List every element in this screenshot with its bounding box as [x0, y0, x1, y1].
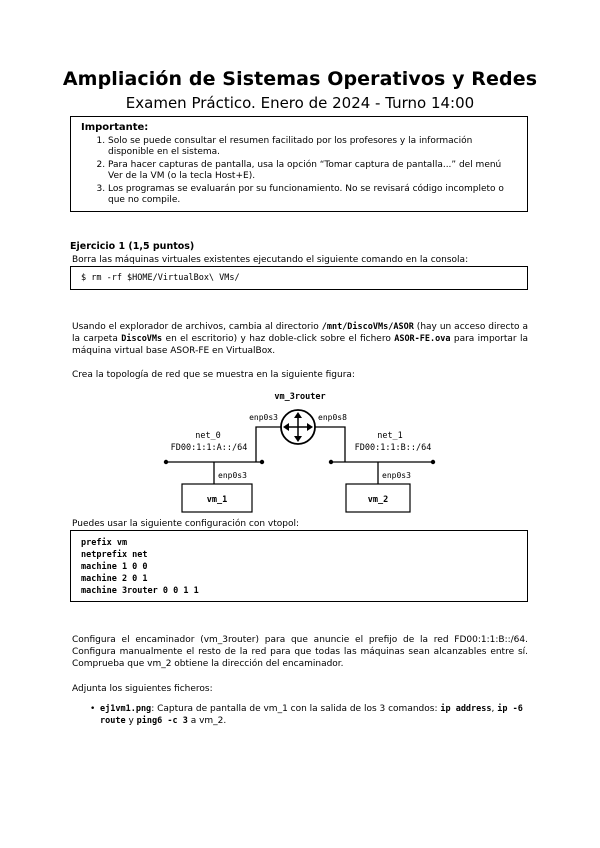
paragraph-text: para importar la máquina virtual base ASOR-FE en VirtualBox. — [72, 334, 528, 356]
folder-name: DiscoVMs — [121, 334, 163, 344]
file-name: ASOR-FE.ova — [394, 334, 451, 344]
bullet-dot: • — [90, 704, 96, 714]
paragraph-text: en el escritorio) y haz doble-click sobre el fichero — [162, 334, 395, 344]
directory-path: /mnt/DiscoVMs/ASOR — [321, 322, 414, 332]
config-line: prefix vm — [81, 538, 128, 548]
paragraph-topology: Crea la topología de red que se muestra en la siguiente figura: — [72, 370, 355, 380]
important-item: 1. Solo se puede consultar el resumen facilitado por los profesores y la información disponible en el sistema. — [108, 136, 517, 159]
net1-end — [431, 460, 435, 464]
exercise-title: Ejercicio 1 (1,5 puntos) — [70, 241, 195, 252]
paragraph-text: Usando el explorador de archivos, cambia al directorio — [72, 322, 322, 332]
paragraph-attach: Adjunta los siguientes ficheros: — [72, 684, 213, 694]
net0-name: net_0 — [195, 431, 221, 441]
paragraph-router-config: Configura el encaminador (vm_3router) para que anuncie el prefijo de la red FD00:1:1:B::/64. Configura manualmente el resto de la red para que todas las máquinas sean alcanzables entre sí. Comprueba que vm_2 obtiene la dirección del encaminador. — [72, 635, 528, 669]
vm2-if: enp0s3 — [382, 471, 411, 480]
document-subtitle: Examen Práctico. Enero de 2024 - Turno 14:00 — [125, 94, 475, 112]
link-router-net0 — [256, 427, 281, 462]
command-ip-address: ip address — [440, 704, 492, 714]
command-ip-route: ip -6 route — [100, 704, 523, 726]
router-if-left: enp0s3 — [249, 413, 278, 422]
net0-end — [164, 460, 168, 464]
net1-prefix: FD00:1:1:B::/64 — [354, 443, 432, 453]
vm1-label: vm_1 — [206, 495, 228, 505]
attachment-file: ej1vm1.png — [100, 704, 152, 714]
important-item: 2. Para hacer capturas de pantalla, usa la opción “Tomar captura de pantalla...” del menú Ver de la VM (o la tecla Host+E). — [108, 160, 517, 183]
command-ping6: ping6 -c 3 — [136, 716, 188, 726]
paragraph-text: (hay un acceso directo a la carpeta — [72, 322, 529, 344]
link-router-net1 — [315, 427, 345, 462]
document-title: Ampliación de Sistemas Operativos y Redes — [62, 68, 538, 90]
command-line: $ rm -rf $HOME/VirtualBox\ VMs/ — [81, 273, 240, 283]
router-if-right: enp0s8 — [318, 413, 347, 422]
net1-name: net_1 — [377, 431, 403, 441]
exercise-intro: Borra las máquinas virtuales existentes ejecutando el siguiente comando en la consola: — [72, 255, 469, 265]
attachment-text: y — [125, 716, 137, 726]
net0-end — [260, 460, 264, 464]
paragraph-config-intro: Puedes usar la siguiente configuración con vtopol: — [72, 519, 300, 529]
important-heading: Importante: — [81, 122, 149, 133]
config-line: machine 3router 0 0 1 1 — [81, 586, 199, 596]
attachment-text: : Captura de pantalla de vm_1 con la salida de los 3 comandos: — [151, 704, 441, 714]
config-line: netprefix net — [81, 550, 148, 560]
config-line: machine 2 0 1 — [81, 574, 148, 584]
net1-end — [329, 460, 333, 464]
net0-prefix: FD00:1:1:A::/64 — [170, 443, 248, 453]
router-label: vm_3router — [274, 392, 326, 402]
attachment-text: , — [491, 704, 498, 714]
config-line: machine 1 0 0 — [81, 562, 148, 572]
vm1-if: enp0s3 — [218, 471, 247, 480]
attachment-item — [90, 703, 530, 727]
vm2-label: vm_2 — [367, 495, 389, 505]
router-icon — [281, 410, 315, 444]
config-box — [70, 530, 528, 602]
attachment-text: a vm_2. — [187, 716, 227, 726]
important-item: 3. Los programas se evaluarán por su funcionamiento. No se revisará código incompleto o que no compile. — [108, 184, 517, 207]
